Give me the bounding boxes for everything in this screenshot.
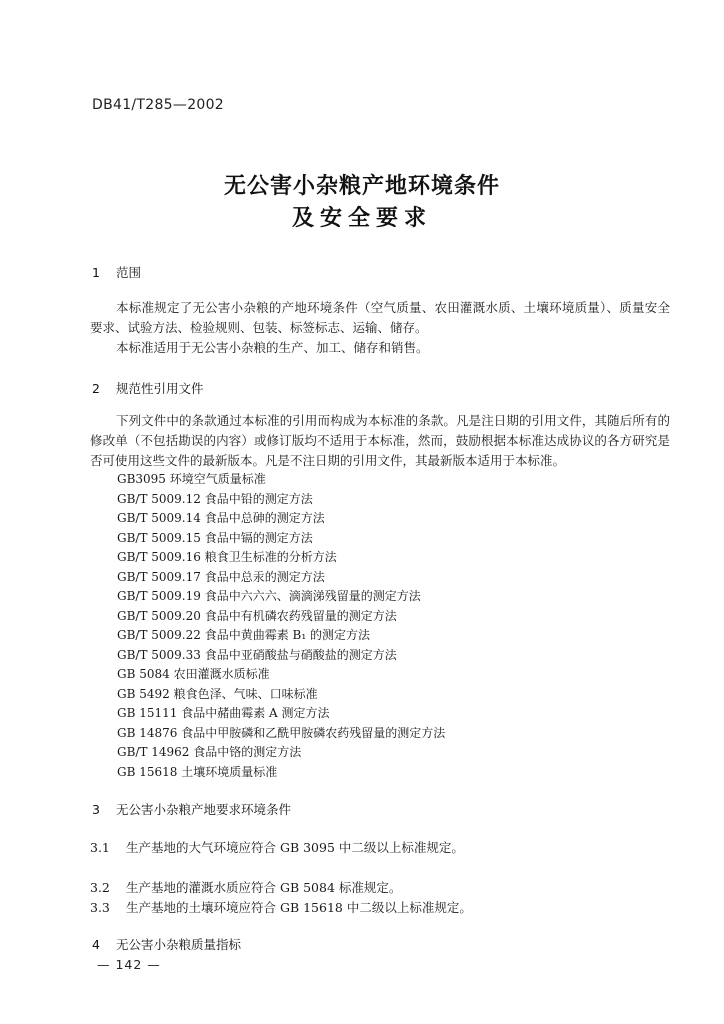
reference-item: GB/T 5009.12 食品中铅的测定方法 bbox=[117, 491, 313, 506]
clause-3-3 bbox=[90, 898, 472, 916]
section-title: 无公害小杂粮产地要求环境条件 bbox=[115, 802, 291, 817]
section-title: 范围 bbox=[115, 265, 141, 280]
section-1-paragraph-1: 本标准规定了无公害小杂粮的产地环境条件（空气质量、农田灌溉水质、土壤环境质量）、质量安全要求、试验方法、检验规则、包装、标签标志、运输、储存。 bbox=[90, 300, 670, 335]
section-4-heading bbox=[92, 935, 241, 953]
clause-number: 3.2 bbox=[90, 880, 110, 895]
page-number: — 142 — bbox=[97, 957, 161, 972]
clause-number: 3.1 bbox=[90, 840, 110, 855]
document-subtitle: 及安全要求 bbox=[291, 206, 432, 231]
clause-number: 3.3 bbox=[90, 900, 110, 915]
section-title: 无公害小杂粮质量指标 bbox=[115, 937, 241, 952]
reference-item: GB 15618 土壤环境质量标准 bbox=[117, 764, 278, 779]
reference-item: GB/T 5009.20 食品中有机磷农药残留量的测定方法 bbox=[117, 608, 397, 623]
section-2-heading bbox=[92, 379, 204, 397]
reference-item: GB 5084 农田灌溉水质标准 bbox=[117, 667, 270, 681]
section-number: 4 bbox=[92, 937, 100, 952]
normative-references-list bbox=[117, 470, 445, 782]
clause-text: 生产基地的大气环境应符合 GB 3095 中二级以上标准规定。 bbox=[125, 840, 464, 855]
reference-item: GB3095 环境空气质量标准 bbox=[117, 472, 266, 486]
reference-item: GB 15111 食品中赭曲霉素 A 测定方法 bbox=[117, 706, 330, 720]
reference-item: GB/T 5009.33 食品中亚硝酸盐与硝酸盐的测定方法 bbox=[117, 647, 397, 662]
reference-item: GB/T 5009.16 粮食卫生标准的分析方法 bbox=[117, 550, 337, 564]
section-1-paragraph-2: 本标准适用于无公害小杂粮的生产、加工、储存和销售。 bbox=[116, 340, 429, 355]
clause-text: 生产基地的灌溉水质应符合 GB 5084 标准规定。 bbox=[125, 880, 402, 895]
standard-code: DB41/T285—2002 bbox=[92, 97, 225, 113]
section-number: 3 bbox=[92, 802, 100, 817]
reference-item: GB 14876 食品中甲胺磷和乙酰甲胺磷农药残留量的测定方法 bbox=[117, 725, 446, 740]
reference-item: GB/T 5009.15 食品中镉的测定方法 bbox=[117, 530, 313, 545]
section-3-heading bbox=[92, 800, 291, 818]
reference-item: GB/T 5009.14 食品中总砷的测定方法 bbox=[117, 511, 325, 525]
clause-text: 生产基地的土壤环境应符合 GB 15618 中二级以上标准规定。 bbox=[125, 900, 472, 915]
section-2-paragraph: 下列文件中的条款通过本标准的引用而构成为本标准的条款。凡是注日期的引用文件，其随后所有的修改单（不包括勘误的内容）或修订版均不适用于本标准，然而，鼓励根据本标准达成协议的各方研究是否可使用这些文件的最新版本。凡是不注日期的引用文件，其最新版本适用于本标准。 bbox=[90, 413, 670, 468]
clause-3-2 bbox=[90, 878, 401, 896]
document-title: 无公害小杂粮产地环境条件 bbox=[223, 174, 500, 199]
reference-item: GB 5492 粮食色泽、气味、口味标准 bbox=[117, 686, 318, 701]
reference-item: GB/T 5009.17 食品中总汞的测定方法 bbox=[117, 569, 325, 584]
reference-item: GB/T 14962 食品中铬的测定方法 bbox=[117, 745, 302, 759]
section-number: 1 bbox=[92, 265, 100, 280]
section-number: 2 bbox=[92, 381, 100, 396]
clause-3-1 bbox=[90, 838, 464, 856]
reference-item: GB/T 5009.22 食品中黄曲霉素 B₁ 的测定方法 bbox=[117, 628, 370, 642]
section-title: 规范性引用文件 bbox=[115, 381, 204, 396]
section-1-heading bbox=[92, 263, 141, 281]
reference-item: GB/T 5009.19 食品中六六六、滴滴涕残留量的测定方法 bbox=[117, 589, 421, 603]
